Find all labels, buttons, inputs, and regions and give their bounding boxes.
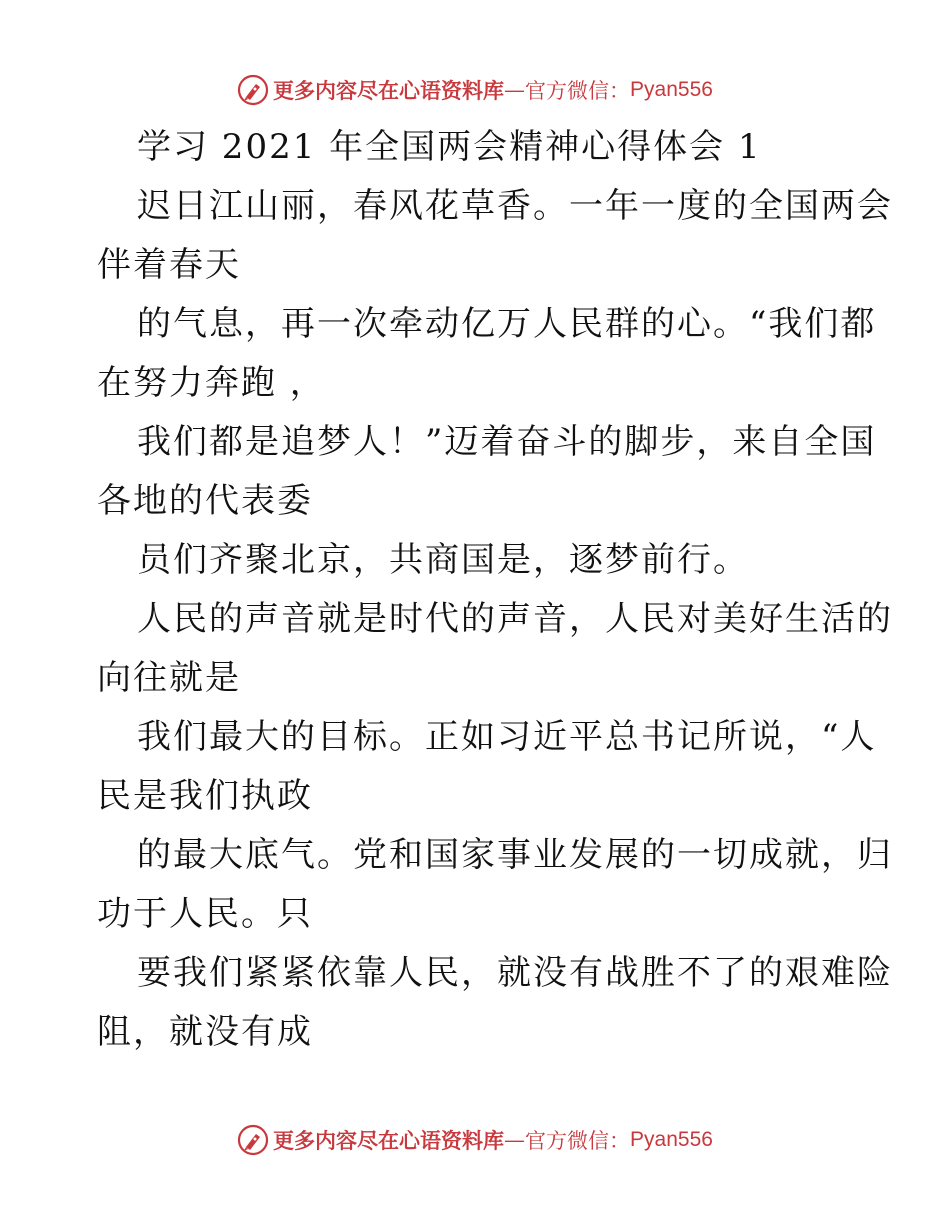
watermark-brand-text: 更多内容尽在心语资料库: [273, 78, 505, 103]
paragraph-line: 向往就是: [97, 658, 241, 698]
paragraph-line: 我们最大的目标。正如习近平总书记所说，“人: [137, 717, 877, 757]
document-title: 学习 2021 年全国两会精神心得体会 1: [137, 127, 762, 167]
watermark-separator: —: [504, 1128, 526, 1152]
paragraph-line: 阻，就没有成: [97, 1012, 313, 1052]
paragraph-line: 在努力奔跑 ，: [97, 363, 326, 403]
watermark-wechat-id: Pyan556: [630, 1128, 713, 1151]
watermark-wechat-label: 官方微信：: [525, 79, 631, 103]
watermark-brand-text: 更多内容尽在心语资料库: [273, 1128, 505, 1153]
paragraph-line: 功于人民。只: [97, 894, 313, 934]
paragraph-line: 的最大底气。党和国家事业发展的一切成就，归: [137, 835, 893, 875]
watermark-wechat-label: 官方微信：: [525, 1129, 631, 1153]
paragraph-line: 迟日江山丽，春风花草香。一年一度的全国两会: [137, 186, 893, 226]
document-body: [97, 118, 893, 1062]
watermark-footer: [0, 1120, 950, 1160]
paragraph-line: 各地的代表委: [97, 481, 313, 521]
paragraph-line: 的气息，再一次牵动亿万人民群的心。“我们都: [137, 304, 877, 344]
paragraph-line: 要我们紧紧依靠人民，就没有战胜不了的艰难险: [137, 953, 893, 993]
paragraph-line: 伴着春天: [97, 245, 241, 285]
paragraph-line: 员们齐聚北京，共商国是，逐梦前行。: [137, 540, 749, 580]
watermark-separator: —: [504, 78, 526, 102]
pen-nib-logo-icon: [237, 1124, 269, 1156]
paragraph-line: 民是我们执政: [97, 776, 313, 816]
paragraph-line: 我们都是追梦人！”迈着奋斗的脚步，来自全国: [137, 422, 877, 462]
pen-nib-logo-icon: [237, 74, 269, 106]
watermark-wechat-id: Pyan556: [630, 78, 713, 101]
paragraph-line: 人民的声音就是时代的声音，人民对美好生活的: [137, 599, 893, 639]
watermark-header: [0, 70, 950, 110]
